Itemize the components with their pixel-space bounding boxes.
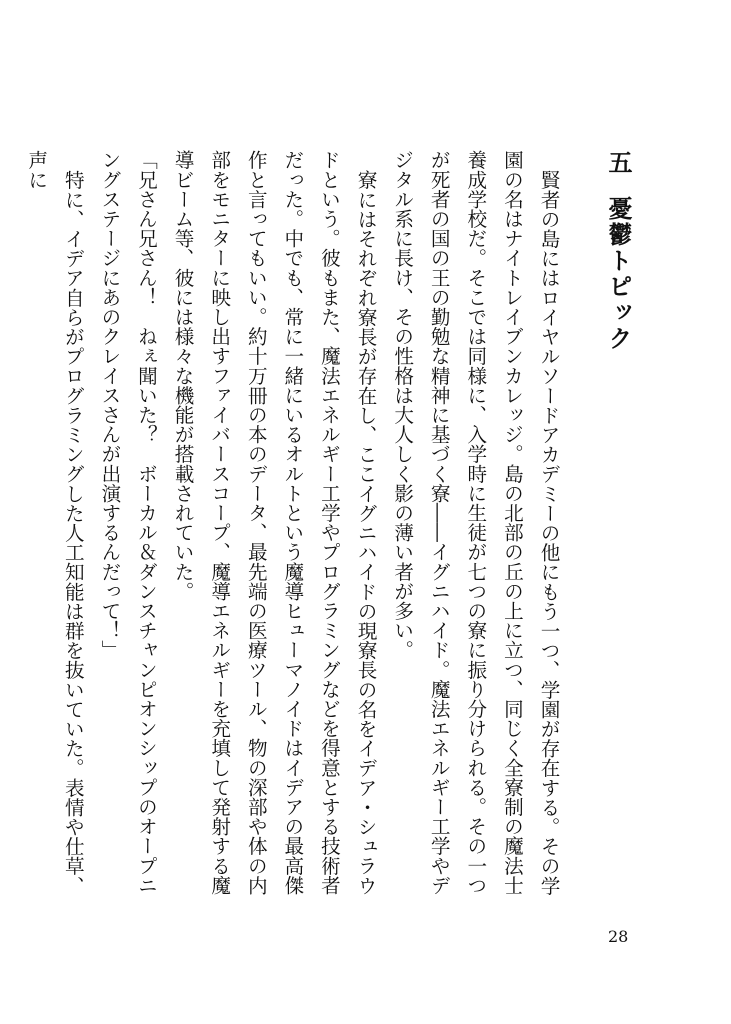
chapter-heading: [604, 150, 632, 352]
paragraph: 特に、イデア自らがプログラミングした人工知能は群を抜いていた。表情や仕草、声に: [24, 150, 85, 895]
paragraph: 寮にはそれぞれ寮長が存在し、ここイグニハイドの現寮長の名をイデア・シュラウドという。彼もまた、魔法エネルギー工学やプログラミングなどを得意とする技術者だった。中でも、常に一緒にいるオルトという魔導ヒューマノイドはイデアの最高傑作と言ってもいい。約十万冊の本のデータ、最先端の医療ツール、物の深部や体の内部をモニターに映し出すファイバースコープ、魔導エネルギーを充填して発射する魔導ビーム等、彼には様々な機能が搭載されていた。: [171, 150, 378, 895]
body-text: [24, 150, 566, 910]
chapter-title: 憂鬱トピック: [604, 196, 633, 352]
page-number: 28: [608, 927, 629, 946]
dialogue-paragraph: 「兄さん兄さん！ ねぇ聞いた？ ボーカル＆ダンスチャンピオンシップのオープニングステージにあのクレイスさんが出演するんだって！」: [97, 150, 158, 895]
paragraph: 賢者の島にはロイヤルソードアカデミーの他にもう一つ、学園が存在する。その学園の名はナイトレイブンカレッジ。島の北部の丘の上に立つ、同じく全寮制の魔法士養成学校だ。そこでは同様に、入学時に生徒が七つの寮に振り分けられる。その一つが死者の国の王の勤勉な精神に基づく寮――イグニハイド。魔法エネルギー工学やデジタル系に長け、その性格は大人しく影の薄い者が多い。: [390, 150, 560, 895]
chapter-number: 五: [604, 150, 633, 176]
